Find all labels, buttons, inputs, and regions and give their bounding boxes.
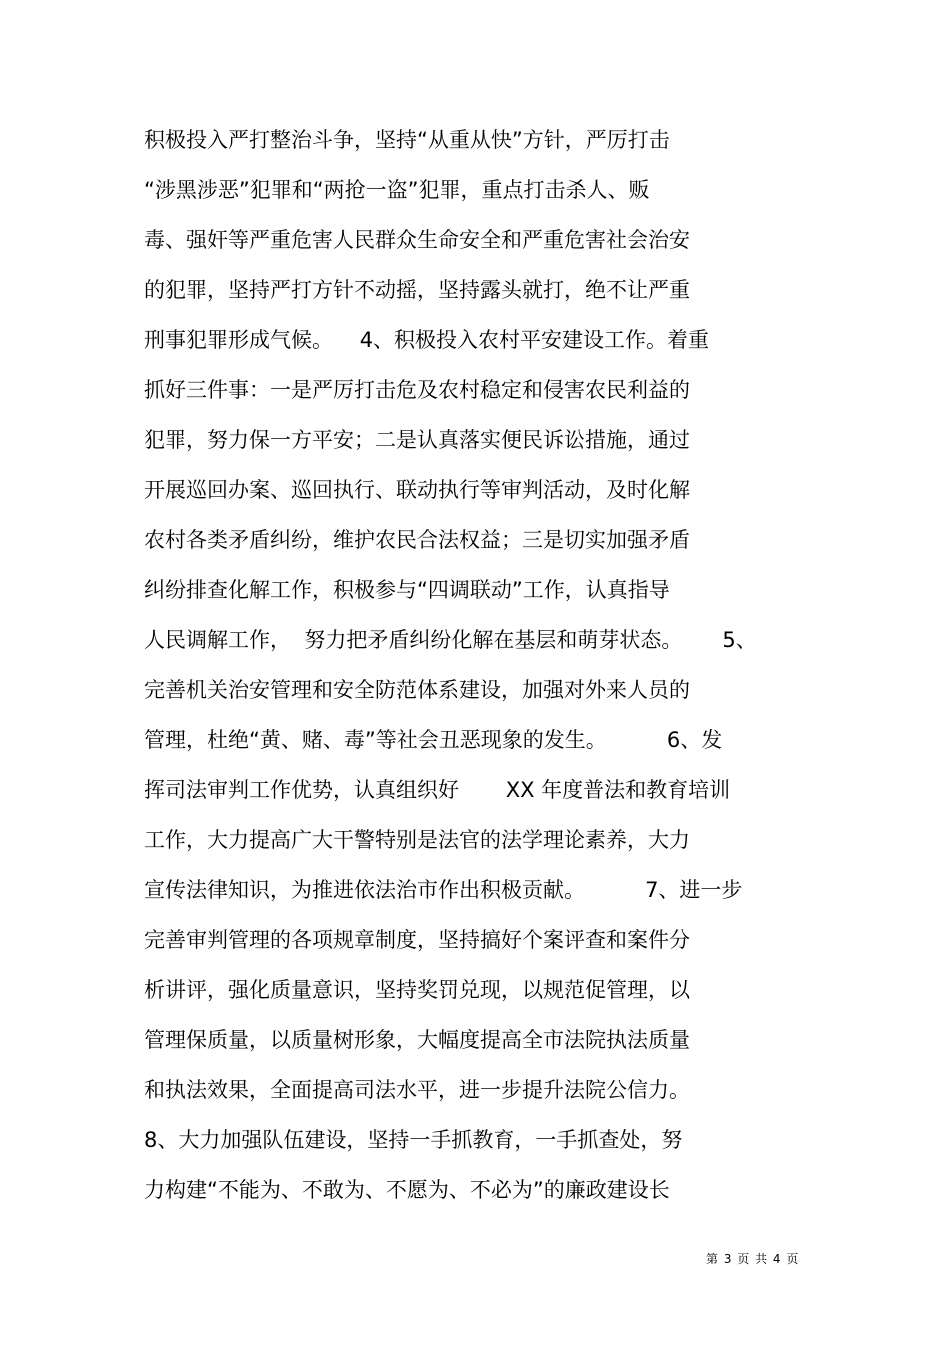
- text-line: “涉黑涉恶”犯罪和“两抢一盗”犯罪，重点打击杀人、贩: [144, 178, 650, 202]
- text-line: 积极投入严打整治斗争，坚持“从重从快”方针，严厉打击: [144, 128, 670, 152]
- text-line: 和执法效果，全面提高司法水平，进一步提升法院公信力。: [144, 1078, 690, 1102]
- text-line: 人民调解工作， 努力把矛盾纠纷化解在基层和萌芽状态。 5、: [144, 628, 757, 652]
- text-line: 毒、强奸等严重危害人民群众生命安全和严重危害社会治安: [144, 228, 690, 252]
- text-line: 完善审判管理的各项规章制度，坚持搞好个案评查和案件分: [144, 928, 690, 952]
- text-line: 力构建“不能为、不敢为、不愿为、不必为”的廉政建设长: [144, 1178, 670, 1202]
- text-line: 8、大力加强队伍建设，坚持一手抓教育，一手抓查处，努: [144, 1128, 683, 1152]
- text-line: 犯罪，努力保一方平安；二是认真落实便民诉讼措施，通过: [144, 428, 690, 452]
- text-line: 农村各类矛盾纠纷，维护农民合法权益；三是切实加强矛盾: [144, 528, 690, 552]
- text-line: 析讲评，强化质量意识，坚持奖罚兑现，以规范促管理，以: [144, 978, 690, 1002]
- text-line: 工作，大力提高广大干警特别是法官的法学理论素养，大力: [144, 828, 690, 852]
- text-line: 宣传法律知识，为推进依法治市作出积极贡献。 7、进一步: [144, 878, 743, 902]
- text-line: 纠纷排查化解工作，积极参与“四调联动”工作，认真指导: [144, 578, 670, 602]
- text-line: 的犯罪，坚持严打方针不动摇，坚持露头就打，绝不让严重: [144, 278, 690, 302]
- page-number-footer: 第 3 页 共 4 页: [706, 1252, 800, 1266]
- text-line: 抓好三件事：一是严厉打击危及农村稳定和侵害农民利益的: [144, 378, 690, 402]
- text-line: 刑事犯罪形成气候。 4、积极投入农村平安建设工作。着重: [144, 328, 710, 352]
- text-line: 开展巡回办案、巡回执行、联动执行等审判活动，及时化解: [144, 478, 690, 502]
- text-line: 管理，杜绝“黄、赌、毒”等社会丑恶现象的发生。 6、发: [144, 728, 723, 752]
- text-line: 管理保质量，以质量树形象，大幅度提高全市法院执法质量: [144, 1028, 690, 1052]
- document-body: [144, 118, 844, 1218]
- text-line: 挥司法审判工作优势，认真组织好 XX 年度普法和教育培训: [144, 778, 731, 802]
- text-line: 完善机关治安管理和安全防范体系建设，加强对外来人员的: [144, 678, 690, 702]
